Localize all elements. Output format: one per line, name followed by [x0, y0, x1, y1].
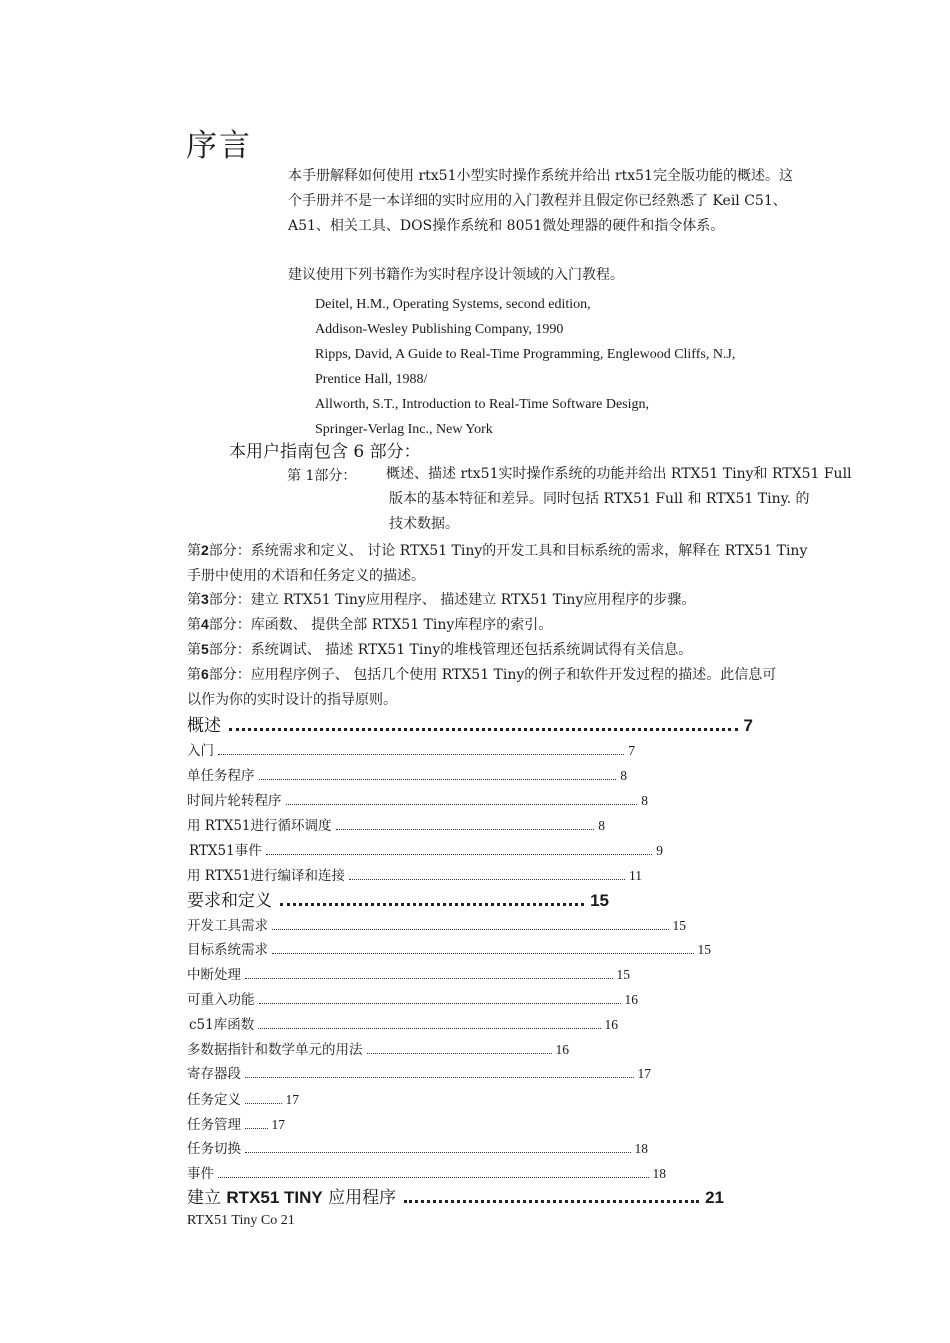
toc-entry[interactable]: [187, 1038, 569, 1058]
toc-entry-title: 单任务程序: [187, 768, 255, 784]
toc-entry-title: RTX51事件: [189, 843, 262, 859]
toc-leader: [272, 953, 694, 954]
part1-line: 概述、描述 rtx51实时操作系统的功能并给出 RTX51 Tiny和 RTX51 Full: [386, 466, 852, 482]
toc-entry-title: 用 RTX51进行编译和连接: [187, 868, 346, 884]
toc-entry-page: 16: [555, 1042, 569, 1057]
toc-leader: [286, 804, 638, 805]
toc-leader: [245, 1077, 634, 1078]
toc-chapter-title: 要求和定义: [187, 891, 272, 911]
part1-line: 技术数据。: [389, 516, 459, 532]
toc-entry-title: 可重入功能: [187, 992, 255, 1008]
toc-entry-title: 目标系统需求: [187, 942, 268, 958]
book-line: Addison-Wesley Publishing Company, 1990: [315, 322, 564, 337]
toc-leader: [245, 1128, 268, 1129]
toc-entry-title: 任务定义: [187, 1092, 241, 1108]
toc-entry-title: 用 RTX51进行循环调度: [187, 818, 332, 834]
book-line: Deitel, H.M., Operating Systems, second edition,: [315, 297, 591, 312]
intro-line: A51、相关工具、DOS操作系统和 8051微处理器的硬件和指令体系。: [288, 218, 725, 234]
guide-heading: 本用户指南包含 6 部分：: [229, 442, 421, 462]
toc-leader: [218, 1177, 649, 1178]
toc-chapter[interactable]: [187, 1183, 724, 1208]
toc-entry-page: 8: [620, 768, 627, 783]
toc-entry[interactable]: [187, 1062, 651, 1082]
book-line: Ripps, David, A Guide to Real-Time Programming, Englewood Cliffs, N.J,: [315, 347, 736, 362]
toc-entry-page: 18: [652, 1166, 666, 1181]
toc-entry-title: 任务切换: [187, 1141, 241, 1157]
toc-entry-page: 16: [604, 1017, 618, 1032]
part4-text: 部分：库函数、 提供全部 RTX51 Tiny库程序的索引。: [208, 617, 553, 633]
book-line: Springer-Verlag Inc., New York: [315, 422, 493, 437]
toc-entry-title: 任务管理: [187, 1117, 241, 1133]
toc-entry[interactable]: [189, 1013, 618, 1033]
toc-entry[interactable]: [187, 914, 686, 934]
toc-entry-page: 17: [271, 1117, 285, 1132]
toc-entry-page: 17: [285, 1092, 299, 1107]
book-line: Allworth, S.T., Introduction to Real-Time Software Design,: [315, 397, 650, 412]
part6-number: 6: [201, 666, 209, 682]
toc-leader: [280, 903, 584, 906]
toc-leader: [245, 1103, 282, 1104]
part4-description: [187, 612, 552, 638]
toc-chapter-page: 15: [590, 891, 609, 910]
toc-entry-page: 8: [598, 818, 605, 833]
toc-chapter[interactable]: [187, 711, 753, 736]
intro-line: 本手册解释如何使用 rtx51小型实时操作系统并给出 rtx51完全版功能的概述。这: [288, 168, 793, 184]
toc-entry-page: 7: [628, 743, 635, 758]
part6-line: 部分：应用程序例子、 包括几个使用 RTX51 Tiny的例子和软件开发过程的描述。此信息可: [208, 667, 777, 683]
toc-entry-title: 入门: [187, 743, 214, 759]
part2-description: [187, 538, 807, 589]
part-prefix: 第: [187, 642, 201, 658]
toc-entry[interactable]: [187, 963, 630, 983]
toc-entry[interactable]: [187, 1137, 648, 1157]
toc-leader: [404, 1200, 699, 1203]
part4-number: 4: [201, 616, 209, 632]
toc-entry[interactable]: [187, 938, 711, 958]
toc-leader: [259, 779, 617, 780]
toc-entry-title: c51库函数: [189, 1017, 255, 1033]
toc-leader: [259, 1003, 621, 1004]
toc-entry-title: 开发工具需求: [187, 918, 268, 934]
preface-title: 序言: [186, 128, 252, 164]
toc-leader: [367, 1053, 552, 1054]
part5-number: 5: [201, 641, 209, 657]
toc-leader: [245, 1152, 631, 1153]
toc-entry[interactable]: [187, 789, 648, 809]
books-intro: 建议使用下列书籍作为实时程序设计领域的入门教程。: [288, 267, 624, 283]
toc-entry[interactable]: [187, 739, 635, 759]
part3-text: 部分：建立 RTX51 Tiny应用程序、 描述建立 RTX51 Tiny应用程序的步骤。: [208, 592, 696, 608]
toc-entry[interactable]: [189, 839, 663, 859]
toc-chapter[interactable]: [187, 886, 609, 911]
toc-entry-page: 15: [697, 942, 711, 957]
chapter-title-suffix: 应用程序: [328, 1188, 397, 1208]
part1-label: 第 1部分：: [287, 468, 357, 484]
part-prefix: 第: [187, 617, 201, 633]
toc-entry[interactable]: RTX51 Tiny Co 21: [187, 1213, 295, 1228]
part6-description: [187, 662, 776, 713]
toc-chapter-title: 概述: [187, 716, 221, 736]
part-prefix: 第: [187, 667, 201, 683]
toc-entry[interactable]: [187, 988, 638, 1008]
part2-line: 手册中使用的术语和任务定义的描述。: [187, 568, 425, 584]
intro-paragraph: [288, 164, 793, 239]
toc-chapter-page: 7: [743, 716, 753, 735]
toc-entry-page: 18: [634, 1141, 648, 1156]
part3-number: 3: [201, 591, 209, 607]
toc-entry-page: 16: [624, 992, 638, 1007]
chapter-title-prefix: 建立: [187, 1188, 221, 1208]
toc-entry-page: 8: [641, 793, 648, 808]
part-prefix: 第: [187, 592, 201, 608]
toc-entry[interactable]: [187, 764, 627, 784]
toc-chapter-page: 21: [705, 1188, 724, 1207]
toc-leader: [218, 754, 624, 755]
book-list: [315, 292, 735, 442]
toc-leader: [229, 728, 738, 731]
toc-entry-page: 17: [637, 1066, 651, 1081]
toc-entry-page: 11: [629, 868, 642, 883]
toc-entry-page: 15: [672, 918, 686, 933]
part5-text: 部分：系统调试、 描述 RTX51 Tiny的堆栈管理还包括系统调试得有关信息。: [208, 642, 693, 658]
toc-entry-title: 寄存器段: [187, 1066, 241, 1082]
part1-line: 版本的基本特征和差异。同时包括 RTX51 Full 和 RTX51 Tiny. 的: [389, 491, 810, 507]
part6-line: 以作为你的实时设计的指导原则。: [187, 692, 397, 708]
chapter-title-bold: RTX51 TINY: [226, 1188, 323, 1207]
part5-description: [187, 637, 692, 663]
toc-entry-title: 多数据指针和数学单元的用法: [187, 1042, 363, 1058]
toc-leader: [266, 854, 653, 855]
toc-entry[interactable]: [187, 814, 605, 834]
part1-description: [386, 462, 852, 537]
toc-entry-title: 中断处理: [187, 967, 241, 983]
toc-leader: [349, 879, 625, 880]
toc-leader: [258, 1028, 600, 1029]
toc-leader: [245, 978, 613, 979]
toc-entry-page: 9: [656, 843, 663, 858]
intro-line: 个手册并不是一本详细的实时应用的入门教程并且假定你已经熟悉了 Keil C51、: [288, 193, 787, 209]
toc-entry-page: 15: [616, 967, 630, 982]
part-prefix: 第: [187, 543, 201, 559]
part2-number: 2: [201, 542, 209, 558]
toc-leader: [272, 929, 669, 930]
toc-leader: [336, 829, 595, 830]
toc-entry[interactable]: [187, 1113, 285, 1133]
book-line: Prentice Hall, 1988/: [315, 372, 428, 387]
toc-entry-title: 事件: [187, 1166, 214, 1182]
toc-entry-title: 时间片轮转程序: [187, 793, 282, 809]
toc-entry[interactable]: [187, 1162, 666, 1182]
toc-entry[interactable]: [187, 864, 642, 884]
toc-entry[interactable]: [187, 1088, 299, 1108]
part2-line: 部分：系统需求和定义、 讨论 RTX51 Tiny的开发工具和目标系统的需求，解释在 RTX51 Tiny: [208, 543, 808, 559]
toc-chapter-title: [187, 1183, 396, 1208]
part3-description: [187, 587, 695, 613]
